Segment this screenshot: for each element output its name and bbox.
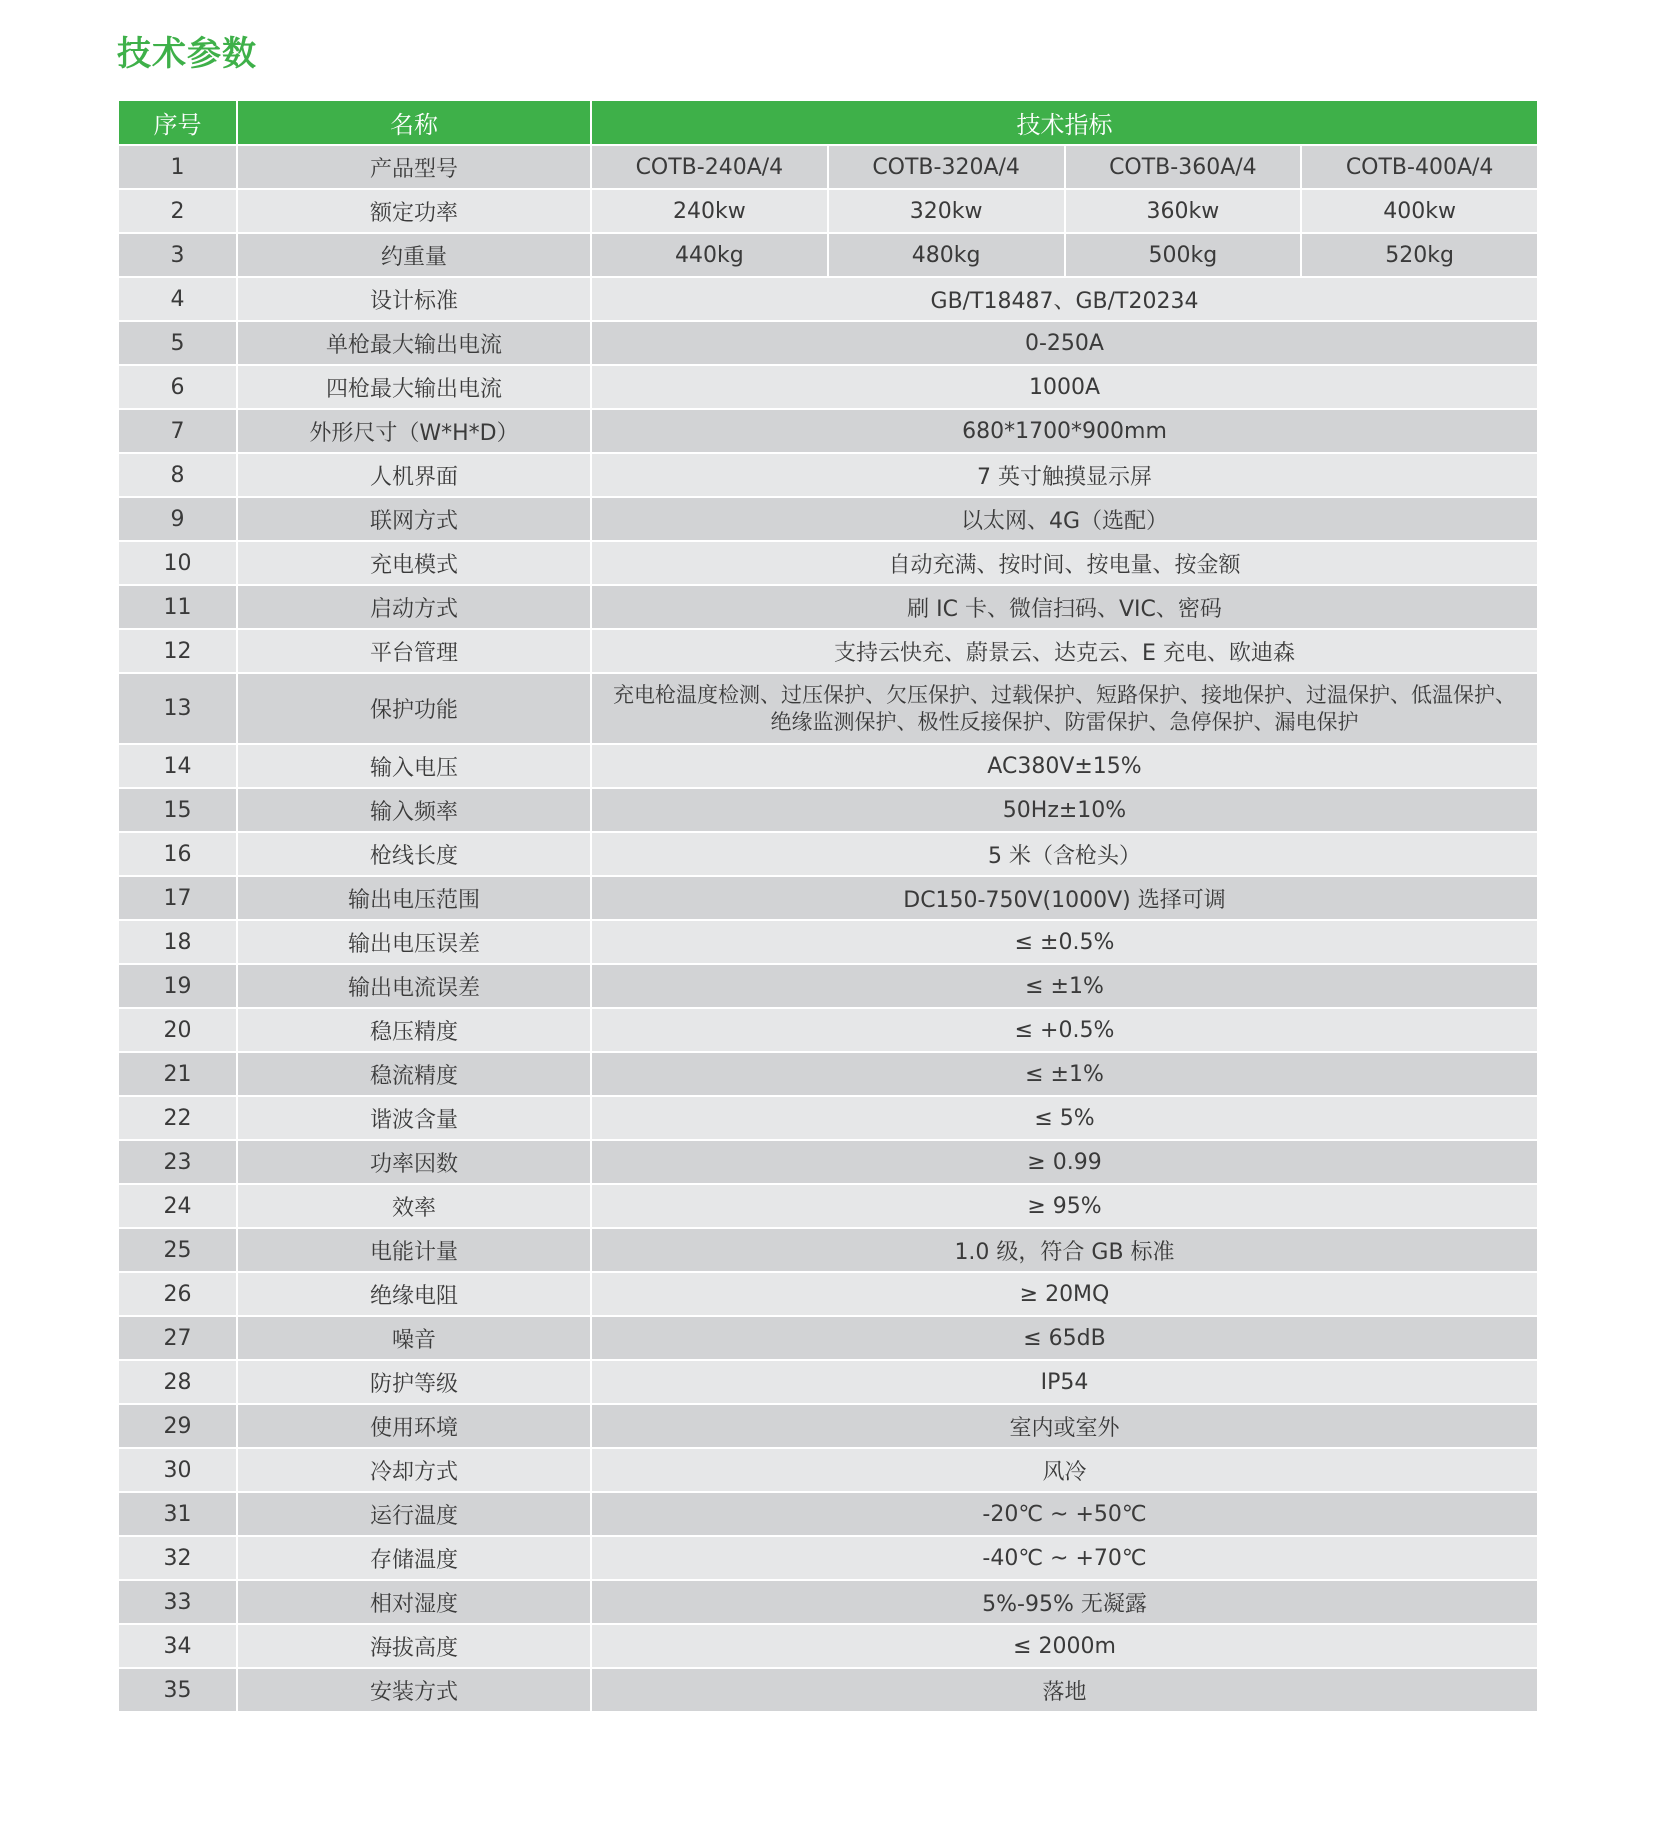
- row-index: 19: [118, 964, 237, 1008]
- row-value: ≤ ±1%: [591, 964, 1538, 1008]
- row-index: 11: [118, 585, 237, 629]
- weight-value: 440kg: [591, 233, 828, 277]
- table-row: [118, 744, 1538, 788]
- row-name: 输入频率: [237, 788, 591, 832]
- row-value: ≤ 2000m: [591, 1624, 1538, 1668]
- model-value: COTB-320A/4: [828, 145, 1065, 189]
- row-value: DC150-750V(1000V) 选择可调: [591, 876, 1538, 920]
- table-header-row: [118, 100, 1538, 145]
- row-value: ≤ 5%: [591, 1096, 1538, 1140]
- row-value: GB/T18487、GB/T20234: [591, 277, 1538, 321]
- row-value: 50Hz±10%: [591, 788, 1538, 832]
- row-name: 约重量: [237, 233, 591, 277]
- row-value: [591, 673, 1538, 744]
- row-index: 28: [118, 1360, 237, 1404]
- table-row: [118, 1624, 1538, 1668]
- table-row: [118, 585, 1538, 629]
- row-value: AC380V±15%: [591, 744, 1538, 788]
- row-value: ≤ +0.5%: [591, 1008, 1538, 1052]
- spec-table: [117, 99, 1539, 1713]
- power-value: 240kw: [591, 189, 828, 233]
- table-row: [118, 1228, 1538, 1272]
- row-value: -40℃ ~ +70℃: [591, 1536, 1538, 1580]
- row-name: 保护功能: [237, 673, 591, 744]
- power-value: 400kw: [1301, 189, 1538, 233]
- row-name: 运行温度: [237, 1492, 591, 1536]
- power-value: 360kw: [1065, 189, 1302, 233]
- table-row: [118, 1448, 1538, 1492]
- row-index: 6: [118, 365, 237, 409]
- table-row: [118, 673, 1538, 744]
- row-index: 4: [118, 277, 237, 321]
- row-index: 15: [118, 788, 237, 832]
- row-value: 5%-95% 无凝露: [591, 1580, 1538, 1624]
- table-row: [118, 497, 1538, 541]
- row-value-line: 充电枪温度检测、过压保护、欠压保护、过载保护、短路保护、接地保护、过温保护、低温保护、: [613, 682, 1516, 707]
- row-index: 32: [118, 1536, 237, 1580]
- table-row: [118, 1052, 1538, 1096]
- row-name: 四枪最大输出电流: [237, 365, 591, 409]
- row-index: 35: [118, 1668, 237, 1712]
- row-value: 自动充满、按时间、按电量、按金额: [591, 541, 1538, 585]
- row-index: 25: [118, 1228, 237, 1272]
- row-value: IP54: [591, 1360, 1538, 1404]
- row-index: 31: [118, 1492, 237, 1536]
- weight-value: 480kg: [828, 233, 1065, 277]
- row-index: 1: [118, 145, 237, 189]
- row-value: 支持云快充、蔚景云、达克云、E 充电、欧迪森: [591, 629, 1538, 673]
- row-index: 12: [118, 629, 237, 673]
- row-name: 单枪最大输出电流: [237, 321, 591, 365]
- row-value: 0-250A: [591, 321, 1538, 365]
- row-index: 24: [118, 1184, 237, 1228]
- row-name: 噪音: [237, 1316, 591, 1360]
- row-name: 防护等级: [237, 1360, 591, 1404]
- table-row: [118, 145, 1538, 189]
- row-index: 23: [118, 1140, 237, 1184]
- weight-value: 500kg: [1065, 233, 1302, 277]
- weight-value: 520kg: [1301, 233, 1538, 277]
- row-value: ≤ ±0.5%: [591, 920, 1538, 964]
- row-index: 5: [118, 321, 237, 365]
- header-spec: 技术指标: [591, 100, 1538, 145]
- row-index: 33: [118, 1580, 237, 1624]
- table-row: [118, 920, 1538, 964]
- row-name: 产品型号: [237, 145, 591, 189]
- table-row: [118, 788, 1538, 832]
- row-name: 电能计量: [237, 1228, 591, 1272]
- model-value: COTB-360A/4: [1065, 145, 1302, 189]
- header-name: 名称: [237, 100, 591, 145]
- page-title: 技术参数: [117, 34, 257, 74]
- row-name: 人机界面: [237, 453, 591, 497]
- row-name: 平台管理: [237, 629, 591, 673]
- row-name: 效率: [237, 1184, 591, 1228]
- power-value: 320kw: [828, 189, 1065, 233]
- row-value: 5 米（含枪头）: [591, 832, 1538, 876]
- row-index: 2: [118, 189, 237, 233]
- table-row: [118, 1140, 1538, 1184]
- row-value: ≥ 20MQ: [591, 1272, 1538, 1316]
- row-index: 17: [118, 876, 237, 920]
- row-index: 18: [118, 920, 237, 964]
- row-name: 谐波含量: [237, 1096, 591, 1140]
- row-name: 输入电压: [237, 744, 591, 788]
- row-value: 7 英寸触摸显示屏: [591, 453, 1538, 497]
- row-value: 1000A: [591, 365, 1538, 409]
- row-index: 26: [118, 1272, 237, 1316]
- row-name: 输出电流误差: [237, 964, 591, 1008]
- row-index: 13: [118, 673, 237, 744]
- row-value: 风冷: [591, 1448, 1538, 1492]
- row-index: 27: [118, 1316, 237, 1360]
- row-name: 海拔高度: [237, 1624, 591, 1668]
- row-index: 30: [118, 1448, 237, 1492]
- row-index: 9: [118, 497, 237, 541]
- row-name: 额定功率: [237, 189, 591, 233]
- row-value: ≤ ±1%: [591, 1052, 1538, 1096]
- table-row: [118, 1008, 1538, 1052]
- table-row: [118, 964, 1538, 1008]
- row-index: 10: [118, 541, 237, 585]
- row-name: 稳流精度: [237, 1052, 591, 1096]
- table-row: [118, 277, 1538, 321]
- table-row: [118, 1316, 1538, 1360]
- row-name: 外形尺寸（W*H*D）: [237, 409, 591, 453]
- row-index: 7: [118, 409, 237, 453]
- row-name: 相对湿度: [237, 1580, 591, 1624]
- row-name: 充电模式: [237, 541, 591, 585]
- table-row: [118, 1668, 1538, 1712]
- header-index: 序号: [118, 100, 237, 145]
- row-index: 8: [118, 453, 237, 497]
- row-name: 安装方式: [237, 1668, 591, 1712]
- row-index: 34: [118, 1624, 237, 1668]
- table-row: [118, 1360, 1538, 1404]
- row-name: 枪线长度: [237, 832, 591, 876]
- row-value: 刷 IC 卡、微信扫码、VIC、密码: [591, 585, 1538, 629]
- table-row: [118, 832, 1538, 876]
- row-index: 22: [118, 1096, 237, 1140]
- table-row: [118, 1184, 1538, 1228]
- table-row: [118, 321, 1538, 365]
- model-value: COTB-240A/4: [591, 145, 828, 189]
- table-row: [118, 1272, 1538, 1316]
- row-value-line: 绝缘监测保护、极性反接保护、防雷保护、急停保护、漏电保护: [770, 709, 1359, 734]
- row-value: ≤ 65dB: [591, 1316, 1538, 1360]
- row-name: 使用环境: [237, 1404, 591, 1448]
- table-row: [118, 365, 1538, 409]
- table-row: [118, 409, 1538, 453]
- table-row: [118, 876, 1538, 920]
- row-index: 16: [118, 832, 237, 876]
- table-row: [118, 453, 1538, 497]
- table-row: [118, 1536, 1538, 1580]
- row-value: 680*1700*900mm: [591, 409, 1538, 453]
- table-row: [118, 1096, 1538, 1140]
- model-value: COTB-400A/4: [1301, 145, 1538, 189]
- row-name: 功率因数: [237, 1140, 591, 1184]
- row-name: 联网方式: [237, 497, 591, 541]
- row-value: 室内或室外: [591, 1404, 1538, 1448]
- row-value: 落地: [591, 1668, 1538, 1712]
- row-index: 21: [118, 1052, 237, 1096]
- row-name: 设计标准: [237, 277, 591, 321]
- row-value: -20℃ ~ +50℃: [591, 1492, 1538, 1536]
- table-row: [118, 1580, 1538, 1624]
- table-row: [118, 233, 1538, 277]
- table-row: [118, 1404, 1538, 1448]
- table-row: [118, 629, 1538, 673]
- table-row: [118, 541, 1538, 585]
- row-name: 冷却方式: [237, 1448, 591, 1492]
- row-name: 输出电压范围: [237, 876, 591, 920]
- table-row: [118, 189, 1538, 233]
- row-value: 以太网、4G（选配）: [591, 497, 1538, 541]
- row-name: 稳压精度: [237, 1008, 591, 1052]
- row-name: 启动方式: [237, 585, 591, 629]
- row-name: 存储温度: [237, 1536, 591, 1580]
- table-row: [118, 1492, 1538, 1536]
- row-value: 1.0 级，符合 GB 标准: [591, 1228, 1538, 1272]
- row-index: 20: [118, 1008, 237, 1052]
- row-index: 29: [118, 1404, 237, 1448]
- row-value: ≥ 0.99: [591, 1140, 1538, 1184]
- row-index: 3: [118, 233, 237, 277]
- row-value: ≥ 95%: [591, 1184, 1538, 1228]
- row-index: 14: [118, 744, 237, 788]
- row-name: 绝缘电阻: [237, 1272, 591, 1316]
- row-name: 输出电压误差: [237, 920, 591, 964]
